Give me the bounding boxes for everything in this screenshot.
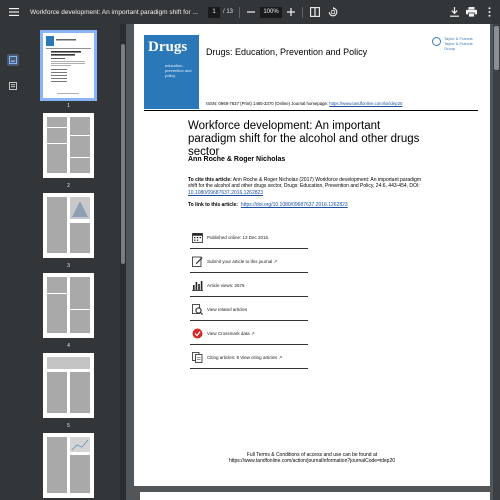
submit-article-link[interactable]: Submit your article to this journal ↗ <box>207 259 278 264</box>
article-views-row <box>190 275 308 297</box>
toolbar-divider <box>302 7 303 18</box>
document-outline-icon[interactable] <box>7 80 19 92</box>
thumbnail-scrollbar[interactable] <box>120 24 126 500</box>
edit-icon <box>192 256 203 267</box>
thumbnail-page-number: 1 <box>67 103 70 109</box>
page-thumbnail-1[interactable] <box>43 33 94 98</box>
cite-label: To cite this article: <box>188 177 232 183</box>
zoom-in-icon[interactable] <box>286 7 296 17</box>
article-url-link[interactable]: https://doi.org/10.1080/09687637.2016.1262823 <box>240 202 348 208</box>
print-icon[interactable] <box>465 6 477 18</box>
thumbnail-scrollbar-thumb[interactable] <box>121 44 125 264</box>
page-total: / 13 <box>223 9 234 15</box>
document-scrollbar-thumb[interactable] <box>494 26 499 70</box>
page-thumbnail-5[interactable] <box>43 353 94 418</box>
thumbnail-page-number: 4 <box>67 343 70 349</box>
footer-terms-link[interactable]: https://www.tandfonline.com/action/journalInformation?journalCode=idep20 <box>228 458 396 464</box>
article-title: Workforce development: An important paradigm shift for the alcohol and other drugs sector <box>188 120 420 158</box>
related-articles-link[interactable]: View related articles <box>207 307 248 312</box>
external-link-icon: ↗ <box>249 331 255 336</box>
page-number-input[interactable]: 1 <box>208 7 220 18</box>
cover-subtitle: education, prevention and policy <box>165 63 192 78</box>
related-articles-icon <box>192 304 203 315</box>
journal-homepage-link[interactable]: https://www.tandfonline.com/loi/idep20 <box>329 101 403 106</box>
page-footer <box>134 452 490 464</box>
article-views-text: Article views: 2676 <box>207 283 245 288</box>
journal-cover-image <box>144 35 199 109</box>
article-link <box>188 202 348 208</box>
citing-articles-icon <box>192 352 203 363</box>
pdf-page-next <box>140 492 490 500</box>
thumbnail-page-number: 3 <box>67 263 70 269</box>
page-thumbnail-3[interactable] <box>43 193 94 258</box>
issn-line <box>206 101 402 106</box>
calendar-icon <box>192 232 203 243</box>
rotate-icon[interactable] <box>327 6 339 18</box>
link-label: To link to this article: <box>188 202 238 208</box>
publisher-logo <box>432 36 478 50</box>
cover-title: Drugs <box>148 39 188 55</box>
publisher-logo-icon <box>432 37 441 46</box>
article-authors: Ann Roche & Roger Nicholas <box>188 156 286 163</box>
external-link-icon: ↗ <box>272 259 278 264</box>
crossmark-row[interactable] <box>190 323 308 345</box>
journal-name: Drugs: Education, Prevention and Policy <box>206 47 368 57</box>
thumbnail-page-number: 5 <box>67 423 70 429</box>
fit-to-page-icon[interactable] <box>309 6 321 18</box>
citing-articles-link[interactable]: Citing articles: 9 View citing articles ↗ <box>207 355 283 360</box>
sidebar-rail <box>0 24 26 500</box>
related-articles-row[interactable] <box>190 299 308 321</box>
doi-link[interactable]: 10.1080/09687637.2016.1262823 <box>188 189 264 196</box>
publisher-logo-text: Taylor & Francis Taylor & Francis Group <box>444 36 473 51</box>
page-thumbnail-4[interactable] <box>43 273 94 338</box>
page-thumbnail-2[interactable] <box>43 113 94 178</box>
published-online-row <box>190 227 308 249</box>
more-options-icon[interactable] <box>484 6 494 18</box>
zoom-level-input[interactable]: 100% <box>260 7 282 18</box>
toolbar <box>0 0 500 24</box>
thumbnail-page-number: 2 <box>67 183 70 189</box>
pdf-page <box>134 24 490 486</box>
thumbnail-page-number: 6 <box>67 490 70 496</box>
thumbnails-view-icon[interactable] <box>7 54 19 66</box>
menu-icon[interactable] <box>6 4 22 20</box>
issn-text: ISSN: 0968-7637 (Print) 1465-3370 (Online) Journal homepage: <box>206 101 330 106</box>
citation <box>188 177 428 196</box>
crossmark-icon <box>192 328 203 339</box>
document-title: Workforce development: An important paradigm shift for ... <box>30 8 198 16</box>
submit-article-row[interactable] <box>190 251 308 273</box>
download-icon[interactable] <box>448 6 460 18</box>
document-scrollbar[interactable] <box>493 24 500 500</box>
toolbar-divider <box>239 7 240 18</box>
crossmark-link[interactable]: View Crossmark data ↗ <box>207 331 255 336</box>
page-thumbnail-6[interactable] <box>43 433 94 498</box>
bar-chart-icon <box>192 280 203 291</box>
published-online-text: Published online: 13 Dec 2016. <box>207 235 270 240</box>
cite-text: Ann Roche & Roger Nicholas (2017) Workforce development: An important paradigm shift for the alcohol and other drugs sector, Drugs: Education, Prevention and Policy, 24:6, 443-454, DOI: <box>188 177 421 190</box>
external-link-icon: ↗ <box>277 355 283 360</box>
thumbnail-pane <box>26 24 120 500</box>
footer-terms-text: Full Terms & Conditions of access and use can be found at <box>246 452 378 458</box>
citing-articles-row[interactable] <box>190 347 308 369</box>
zoom-out-icon[interactable] <box>246 7 256 17</box>
header-divider <box>144 110 478 111</box>
